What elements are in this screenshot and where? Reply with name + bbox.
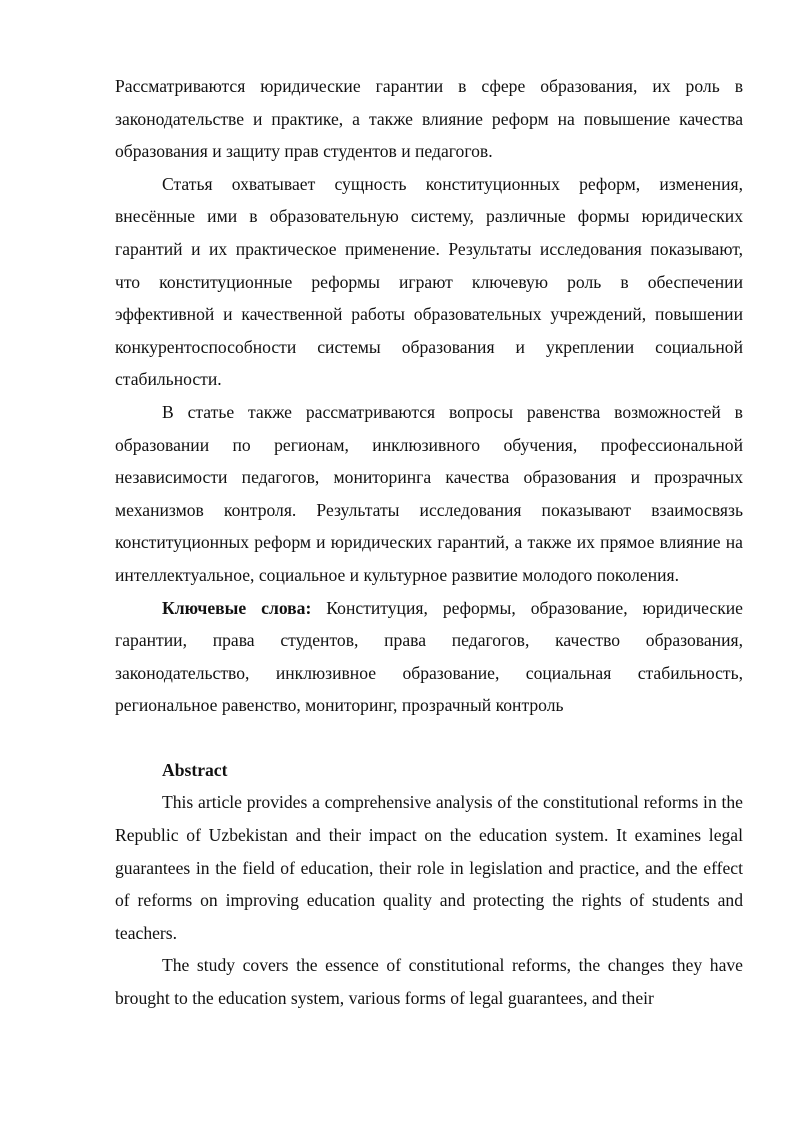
ru-abstract-paragraph-3: В статье также рассматриваются вопросы равенства возможностей в образовании по регионам, инклюзивного обучения, профессиональной независимости педагогов, мониторинга качества образования и прозрачных механизмов контроля. Результаты исследования показывают взаимосвязь конституционных реформ и юридических гарантий, а также их прямое влияние на интеллектуальное, социальное и культурное развитие молодого поколения. [115, 401, 743, 585]
document-page [115, 70, 743, 1015]
keywords-paragraph [115, 592, 743, 722]
keywords-label: Ключевые слова: [162, 597, 312, 618]
en-abstract-paragraph-2: The study covers the essence of constitutional reforms, the changes they have brought to the education system, various forms of legal guarantees, and their [115, 955, 743, 1009]
abstract-heading: Abstract [162, 759, 228, 780]
ru-abstract-paragraph-1: Рассматриваются юридические гарантии в сфере образования, их роль в законодательстве и практике, а также влияние реформ на повышение качества образования и защиту прав студентов и педагогов. [115, 76, 743, 162]
section-spacer [115, 722, 743, 754]
ru-abstract-paragraph-2: Статья охватывает сущность конституционных реформ, изменения, внесённые ими в образовательную систему, различные формы юридических гарантий и их практическое применение. Результаты исследования показывают, что конституционные реформы играют ключевую роль в обеспечении эффективной и качественной работы образовательных учреждений, повышении конкурентоспособности системы образования и укреплении социальной стабильности. [115, 173, 743, 390]
keywords-text: Конституция, реформы, образование, юридические гарантии, права студентов, права педагогов, качество образования, законодательство, инклюзивное образование, социальная стабильность, региональное равенство, мониторинг, прозрачный контроль [115, 597, 743, 716]
en-abstract-paragraph-1: This article provides a comprehensive analysis of the constitutional reforms in the Republic of Uzbekistan and their impact on the education system. It examines legal guarantees in the field of education, their role in legislation and practice, and the effect of reforms on improving education quality and protecting the rights of students and teachers. [115, 792, 743, 943]
